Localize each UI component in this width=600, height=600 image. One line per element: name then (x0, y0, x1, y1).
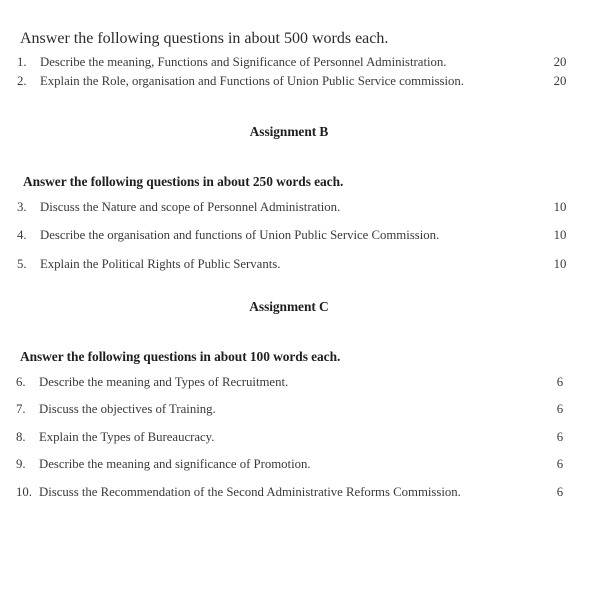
question-text: Explain the Types of Bureaucracy. (39, 429, 215, 444)
section-c-question-list (16, 375, 580, 512)
question-text: Describe the meaning and significance of Promotion. (39, 457, 311, 472)
question-marks: 6 (556, 457, 564, 472)
question-marks: 6 (556, 484, 564, 499)
question-text: Describe the meaning and Types of Recruitment. (39, 375, 289, 389)
question-row (17, 228, 580, 244)
question-text: Discuss the Recommendation of the Second Administrative Reforms Commission. (39, 484, 461, 499)
section-c-prompt: Answer the following questions in about 100 words each. (20, 349, 341, 364)
question-text: Describe the organisation and functions of Union Public Service Commission. (40, 228, 440, 243)
question-text: Explain the Role, organisation and Functions of Union Public Service commission. (40, 73, 464, 88)
question-row (16, 375, 580, 391)
question-number: 9. (16, 457, 26, 472)
assignment-c-title: Assignment C (249, 299, 329, 314)
section-a-prompt: Answer the following questions in about 500 words each. (20, 30, 389, 47)
question-text: Discuss the Nature and scope of Personnel Administration. (40, 200, 341, 214)
question-text: Describe the meaning, Functions and Significance of Personnel Administration. (40, 55, 447, 69)
question-text: Explain the Political Rights of Public Servants. (40, 256, 281, 271)
question-row (17, 200, 580, 216)
section-a-question-list (17, 55, 580, 93)
question-row (17, 55, 580, 71)
assignment-b-title: Assignment B (249, 124, 329, 139)
question-row (16, 485, 580, 501)
question-marks: 20 (553, 73, 567, 88)
question-number: 7. (16, 402, 26, 417)
question-row (17, 74, 580, 90)
section-b-question-list (17, 200, 580, 285)
question-marks: 6 (556, 402, 564, 417)
question-text: Discuss the objectives of Training. (39, 402, 216, 417)
section-b-prompt: Answer the following questions in about 250 words each. (23, 174, 344, 189)
question-marks: 10 (553, 228, 567, 243)
question-row (17, 257, 580, 273)
question-number: 4. (17, 228, 27, 243)
question-row (16, 402, 580, 418)
question-number: 8. (16, 429, 26, 444)
question-number: 6. (16, 375, 26, 389)
question-marks: 10 (553, 256, 567, 271)
question-number: 3. (17, 200, 27, 214)
question-number: 1. (17, 55, 27, 69)
question-row (16, 430, 580, 446)
question-row (16, 457, 580, 473)
question-marks: 6 (556, 375, 564, 389)
question-number: 10. (16, 484, 32, 499)
question-marks: 20 (553, 55, 567, 69)
question-number: 2. (17, 73, 27, 88)
question-number: 5. (17, 256, 27, 271)
question-marks: 6 (556, 429, 564, 444)
question-marks: 10 (553, 200, 567, 214)
